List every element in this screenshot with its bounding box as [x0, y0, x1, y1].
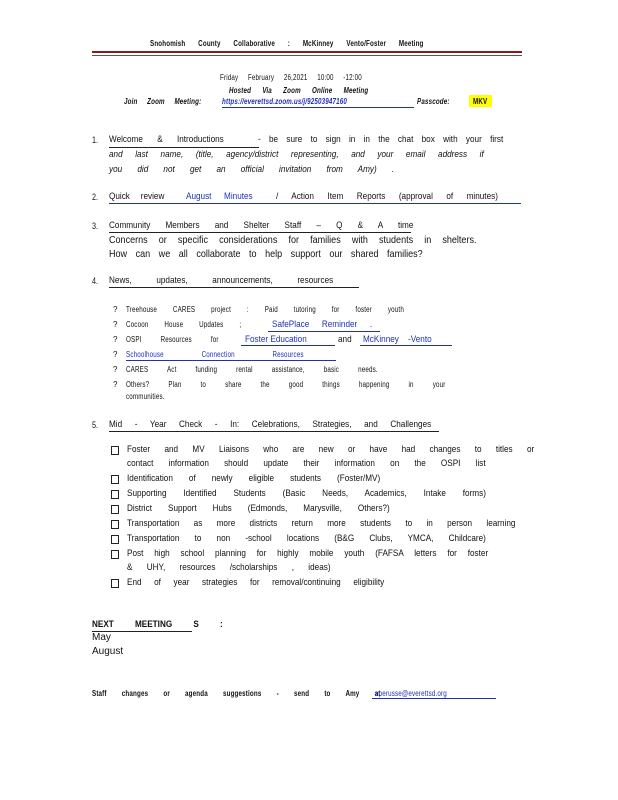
next-meeting-august: August	[92, 646, 124, 657]
check-item-hubs: District Support Hubs (Edmonds, Marysville, Others?)	[127, 503, 390, 514]
safeplace-reminder-link[interactable]: SafePlace Reminder .	[272, 319, 373, 330]
bullet-others-line1: Others? Plan to share the good things happening in your	[126, 380, 446, 389]
check-item-liaisons-line1: Foster and MV Liaisons who are new or have had changes to titles or	[127, 444, 535, 455]
checkbox	[111, 520, 119, 529]
item3-underline	[109, 232, 411, 233]
item4-underline	[109, 287, 359, 288]
check-item-transport-return: Transportation as more districts return more students to in person learning	[127, 518, 516, 529]
item4-number: 4.	[92, 276, 99, 286]
check-item-post-high-line2: & UHY, resources /scholarships , ideas)	[127, 562, 331, 573]
item3-number: 3.	[92, 221, 99, 231]
contact-email-underline	[372, 698, 496, 699]
check-item-post-high-line1: Post high school planning for highly mobile youth (FAFSA letters for foster	[127, 548, 489, 559]
passcode-value: MKV	[473, 97, 488, 106]
item4-title: News, updates, announcements, resources	[109, 275, 334, 286]
item1-title-underline	[109, 147, 259, 148]
foster-link-underline	[241, 345, 335, 346]
passcode-label: Passcode:	[417, 97, 450, 106]
item5-title: Mid - Year Check - In: Celebrations, Strategies, and Challenges	[109, 419, 432, 430]
item1-title: Welcome & Introductions	[109, 134, 224, 145]
item2-number: 2.	[92, 192, 99, 202]
bullet-others-line2: communities.	[126, 392, 165, 401]
schoolhouse-link-underline	[126, 360, 336, 361]
check-item-transport-nonschool: Transportation to non -school locations (B&G Clubs, YMCA, Childcare)	[127, 533, 486, 544]
item1-line2: and last name, (title, agency/district representing, and your email address if	[109, 149, 484, 160]
safeplace-link-underline	[268, 331, 380, 332]
title-rule-thin	[92, 55, 522, 56]
bullet-marker: ?	[113, 350, 118, 359]
item3-line2: How can we all collaborate to help support our shared families?	[109, 248, 423, 260]
item5-number: 5.	[92, 420, 99, 430]
zoom-link[interactable]: https://everettsd.zoom.us/j/92503947160	[222, 97, 348, 106]
checkbox	[111, 579, 119, 588]
meeting-date: Friday February 26,2021 10:00 -12:00	[220, 73, 362, 82]
meeting-title: Snohomish County Collaborative : McKinney Vento/Foster Meeting	[150, 39, 424, 48]
item1-number: 1.	[92, 135, 99, 145]
item2-underline	[109, 203, 521, 204]
checkbox	[111, 550, 119, 559]
item1-line3: you did not get an official invitation from Amy) .	[109, 164, 395, 175]
item2-suffix: / Action Item Reports (approval of minutes)	[276, 191, 498, 202]
checkbox	[111, 490, 119, 499]
footer-staff-changes: Staff changes or agenda suggestions - send to Amy at	[92, 689, 381, 698]
check-item-supporting: Supporting Identified Students (Basic Needs, Academics, Intake forms)	[127, 488, 486, 499]
checkbox	[111, 535, 119, 544]
checkbox	[111, 505, 119, 514]
next-meeting-may: May	[92, 632, 111, 643]
item3-title: Community Members and Shelter Staff – Q & A time	[109, 220, 414, 231]
mckinney-vento-link[interactable]: McKinney -Vento	[363, 334, 432, 345]
bullet-cocoon: Cocoon House Updates ;	[126, 320, 242, 329]
bullet-marker: ?	[113, 365, 118, 374]
checkbox	[111, 446, 119, 455]
bullet-marker: ?	[113, 380, 118, 389]
join-label: Join Zoom Meeting:	[124, 97, 202, 106]
august-minutes-link[interactable]: August Minutes	[186, 191, 253, 202]
foster-education-link[interactable]: Foster Education	[245, 334, 307, 345]
schoolhouse-connection-link[interactable]: Schoolhouse Connection Resources	[126, 350, 304, 359]
bullet-marker: ?	[113, 335, 118, 344]
bullet-marker: ?	[113, 305, 118, 314]
bullet-cares-act: CARES Act funding rental assistance, basic needs.	[126, 365, 378, 374]
bullet-ospi-and: and	[338, 334, 352, 345]
mckinney-link-underline	[360, 345, 452, 346]
bullet-treehouse: Treehouse CARES project : Paid tutoring for foster youth	[126, 305, 404, 314]
check-item-liaisons-line2: contact information should update their information on the OSPI list	[127, 458, 486, 469]
item5-underline	[109, 431, 439, 432]
next-meetings-label: NEXT MEETING S :	[92, 619, 223, 630]
item3-line1: Concerns or specific considerations for families with students in shelters.	[109, 234, 477, 246]
bullet-ospi: OSPI Resources for	[126, 335, 219, 344]
contact-email-link[interactable]: aperusse@everettsd.org	[375, 689, 447, 698]
item2-prefix: Quick review	[109, 191, 165, 202]
bullet-marker: ?	[113, 320, 118, 329]
title-rule-red	[92, 51, 522, 53]
check-item-identification: Identification of newly eligible students (Foster/MV)	[127, 473, 381, 484]
item1-line1: - be sure to sign in in the chat box with your first	[258, 134, 504, 145]
check-item-end-of-year: End of year strategies for removal/continuing eligibility	[127, 577, 385, 588]
checkbox	[111, 475, 119, 484]
hosted-line: Hosted Via Zoom Online Meeting	[229, 86, 369, 95]
